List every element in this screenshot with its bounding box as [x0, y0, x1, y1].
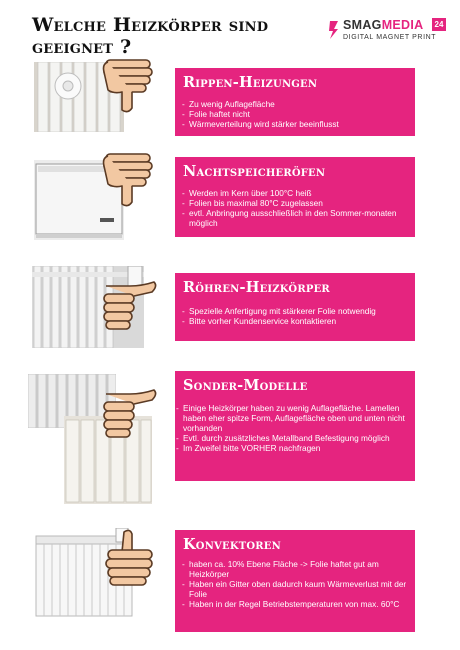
list-item: - Zu wenig Auflagefläche: [182, 99, 409, 109]
logo-mark-icon: [328, 20, 340, 40]
list-item: - Spezielle Anfertigung mit stärkerer Folie notwendig: [182, 306, 409, 316]
list-item: - Im Zweifel bitte VORHER nachfragen: [176, 443, 409, 453]
list-item: - haben ca. 10% Ebene Fläche -> Folie haftet gut am Heizkörper: [182, 559, 409, 579]
list-item: - Werden im Kern über 100°C heiß: [182, 188, 409, 198]
list-item: - Bitte vorher Kundenservice kontaktieren: [182, 316, 409, 326]
logo-tagline: DIGITAL MAGNET PRINT: [343, 34, 437, 41]
page-title: Welche Heizkörper sind geeignet ?: [32, 14, 269, 58]
logo-badge: 24: [432, 18, 446, 31]
thumbs-down-icon: [100, 54, 158, 114]
list-item: - Wärmeverteilung wird stärker beeinflusst: [182, 119, 409, 129]
section-storage-heaters: [175, 157, 415, 237]
section-ribbed-radiators: [175, 68, 415, 136]
list-item: - Folien bis maximal 80°C zugelassen: [182, 198, 409, 208]
list-item: - Einige Heizkörper haben zu wenig Auflagefläche. Lamellen haben eher spitze Form, Auflagefläche oben und unten nicht vorhanden: [176, 403, 409, 433]
section-title: Röhren-Heizkörper: [183, 279, 330, 296]
thumbs-down-icon: [100, 148, 158, 208]
section-title: Nachtspeicheröfen: [183, 163, 326, 180]
list-item: - Evtl. durch zusätzliches Metallband Befestigung möglich: [176, 433, 409, 443]
section-tube-radiators: [175, 273, 415, 341]
logo-brand: SMAGMEDIA: [343, 18, 424, 32]
thumbs-sideways-icon: [100, 384, 158, 444]
section-title: Konvektoren: [183, 536, 281, 553]
section-special-models: [175, 371, 415, 481]
section-title: Rippen-Heizungen: [183, 74, 318, 91]
thumbs-sideways-icon: [100, 276, 158, 336]
list-item: - Folie haftet nicht: [182, 109, 409, 119]
section-convectors: [175, 530, 415, 632]
section-title: Sonder-Modelle: [183, 377, 308, 394]
list-item: - Haben ein Gitter oben dadurch kaum Wärmeverlust mit der Folie: [182, 579, 409, 599]
brand-logo: [328, 18, 446, 48]
list-item: - Haben in der Regel Betriebstemperaturen von max. 60°C: [182, 599, 409, 609]
list-item: - evtl. Anbringung ausschließlich in den Sommer-monaten möglich: [182, 208, 409, 228]
thumbs-up-icon: [100, 528, 158, 588]
